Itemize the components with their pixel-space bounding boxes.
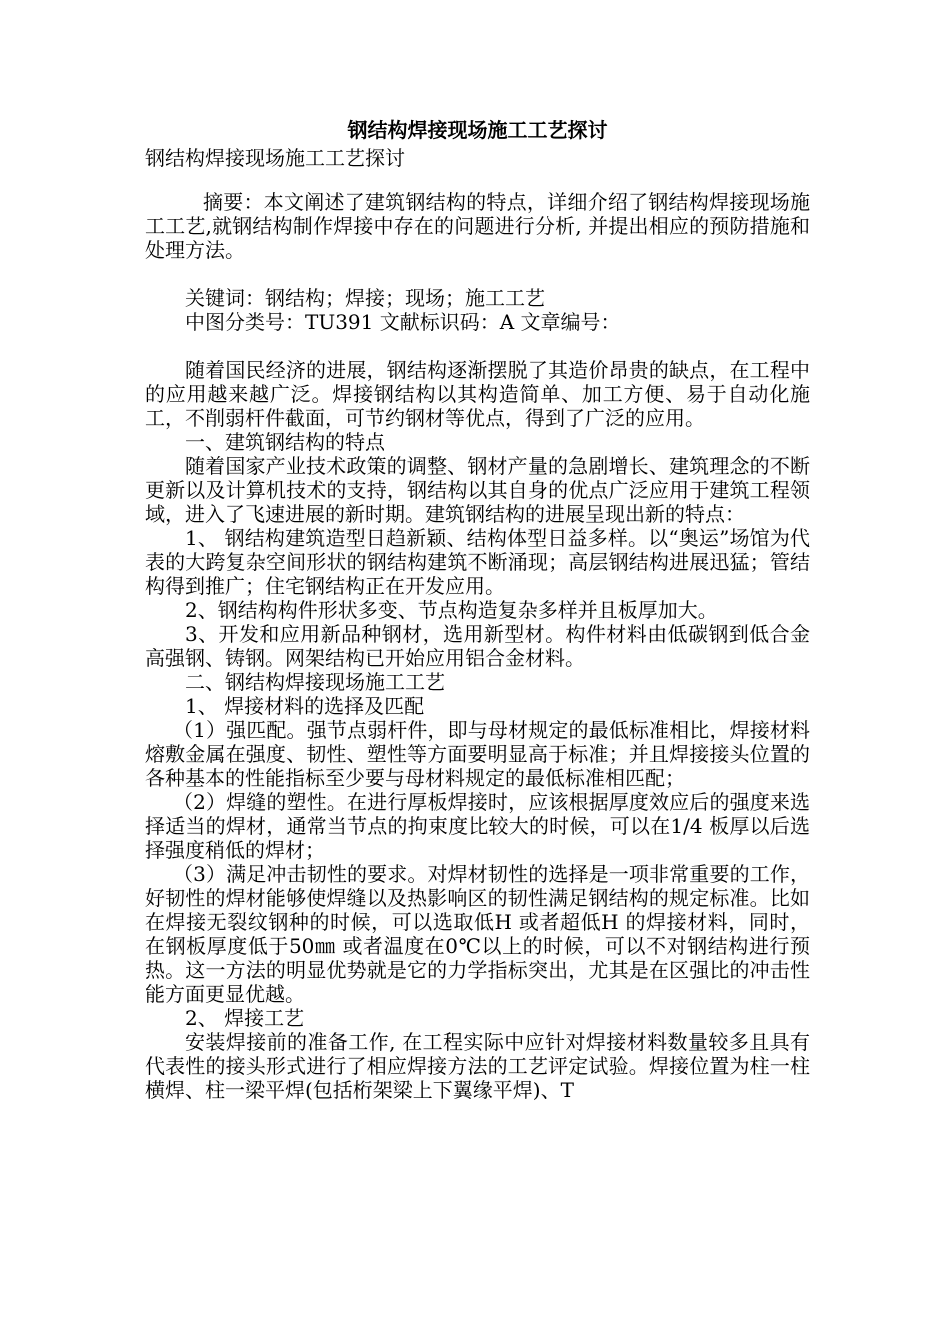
classification-line: 中图分类号：TU391 文献标识码：A 文章编号： [185, 310, 621, 334]
section2-heading: 二、钢结构焊接现场施工工艺 [185, 670, 445, 694]
spacer [145, 334, 810, 358]
intro-paragraph: 随着国民经济的进展，钢结构逐渐摆脱了其造价昂贵的缺点，在工程中的应用越来越广泛。焊接钢结构以其构造简单、加工方便、易于自动化施工，不削弱杆件截面，可节约钢材等优点，得到了广泛的应用。 [145, 358, 810, 430]
section1-paragraph: 随着国家产业技术政策的调整、钢材产量的急剧增长、建筑理念的不断更新以及计算机技术的支持，钢结构以其自身的优点广泛应用于建筑工程领域，进入了飞速进展的新时期。建筑钢结构的进展呈现出新的特点： [145, 454, 810, 526]
section2-paragraph-4: 安装焊接前的准备工作, 在工程实际中应针对焊接材料数量较多且具有代表性的接头形式进行了相应焊接方法的工艺评定试验。焊接位置为柱一柱横焊、柱一梁平焊(包括桁架梁上下翼缘平焊)、T [145, 1030, 810, 1102]
section2-paragraph-2: （2）焊缝的塑性。在进行厚板焊接时，应该根据厚度效应后的强度来选择适当的焊材，通常当节点的拘束度比较大的时候，可以在1/4 板厚以后选择强度稍低的焊材； [145, 790, 810, 862]
document-page [145, 118, 810, 1102]
section1-item-1: 1、 钢结构建筑造型日趋新颖、结构体型日益多样。以“奥运”场馆为代表的大跨复杂空间形状的钢结构建筑不断涌现；高层钢结构进展迅猛；管结构得到推广；住宅钢结构正在开发应用。 [145, 526, 810, 598]
spacer [145, 262, 810, 286]
section2-subheading-1: 1、 焊接材料的选择及匹配 [185, 694, 425, 718]
keywords-line: 关键词：钢结构；焊接；现场；施工工艺 [185, 286, 545, 310]
document-subtitle: 钢结构焊接现场施工工艺探讨 [145, 146, 405, 170]
section2-paragraph-1: （1）强匹配。强节点弱杆件，即与母材规定的最低标准相比，焊接材料熔敷金属在强度、韧性、塑性等方面要明显高于标准；并且焊接接头位置的各种基本的性能指标至少要与母材料规定的最低标准相匹配； [145, 718, 810, 790]
section2-paragraph-3: （3）满足冲击韧性的要求。对焊材韧性的选择是一项非常重要的工作，好韧性的焊材能够使焊缝以及热影响区的韧性满足钢结构的规定标准。比如在焊接无裂纹钢种的时候，可以选取低H 或者超低H 的焊接材料，同时，在钢板厚度低于50㎜ 或者温度在0℃以上的时候，可以不对钢结构进行预热。这一方法的明显优势就是它的力学指标突出，尤其是在区强比的冲击性能方面更显优越。 [145, 862, 810, 1006]
section1-item-2: 2、钢结构构件形状多变、节点构造复杂多样并且板厚加大。 [185, 598, 718, 622]
abstract-paragraph: 摘要：本文阐述了建筑钢结构的特点，详细介绍了钢结构焊接现场施工工艺,就钢结构制作焊接中存在的问题进行分析, 并提出相应的预防措施和处理方法。 [145, 190, 810, 262]
document-title: 钢结构焊接现场施工工艺探讨 [347, 118, 608, 142]
section2-subheading-2: 2、 焊接工艺 [185, 1006, 305, 1030]
section1-item-3: 3、开发和应用新品种钢材，选用新型材。构件材料由低碳钢到低合金高强钢、铸钢。网架结构已开始应用铝合金材料。 [145, 622, 810, 670]
section1-heading: 一、建筑钢结构的特点 [185, 430, 385, 454]
